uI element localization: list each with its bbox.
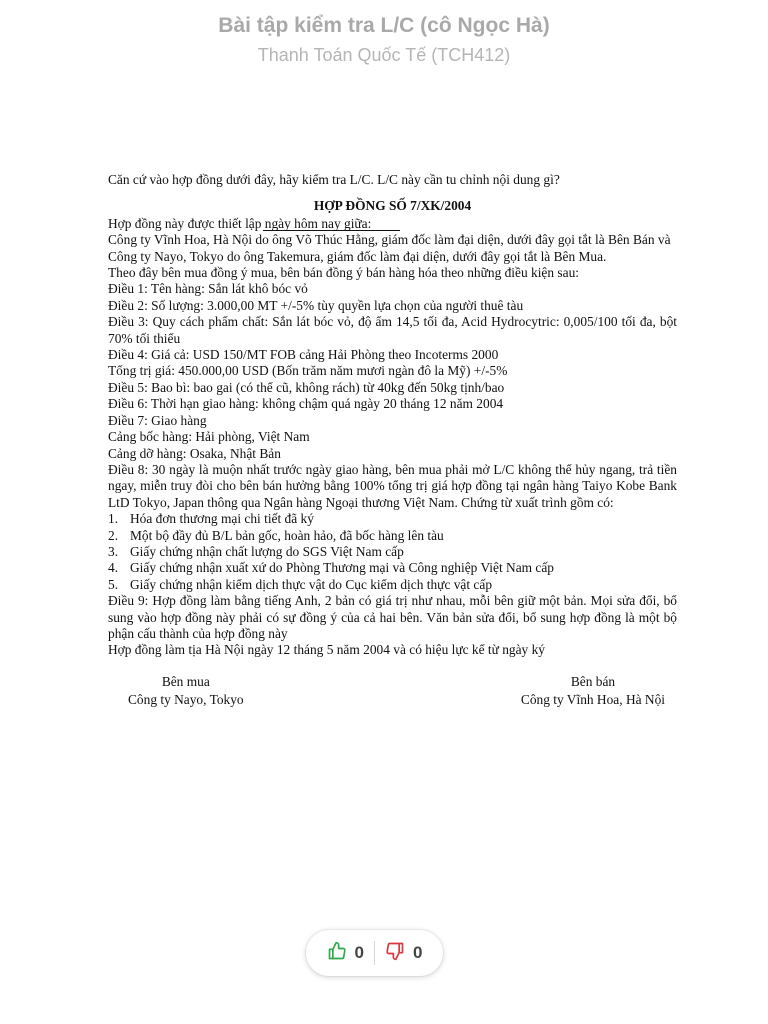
contract-line: Cảng bốc hàng: Hải phòng, Việt Nam — [108, 429, 310, 445]
intro-text: Hợp đồng này được thiết lập ngày hôm nay giữa: — [108, 216, 371, 231]
list-item-number: 4. — [108, 560, 119, 576]
like-count: 0 — [354, 943, 364, 962]
list-item — [108, 560, 677, 576]
contract-line: Công ty Vĩnh Hoa, Hà Nội do ông Võ Thúc Hằng, giám đốc làm đại diện, dưới đây gọi tắt là Bên Bán và — [108, 232, 671, 248]
page-header — [0, 12, 768, 68]
list-item-text: Một bộ đầy đủ B/L bản gốc, hoàn hảo, đã bốc hàng lên tàu — [130, 527, 444, 543]
contract-line: Cảng dỡ hàng: Osaka, Nhật Bản — [108, 445, 281, 461]
seller-signature — [521, 674, 665, 709]
list-item-text: Giấy chứng nhận chất lượng do SGS Việt Nam cấp — [130, 543, 404, 559]
contract-line: Theo đây bên mua đồng ý mua, bên bán đồng ý bán hàng hóa theo những điều kiện sau: — [108, 265, 579, 281]
list-item-text: Hóa đơn thương mại chi tiết đã ký — [130, 511, 314, 527]
question-text: Căn cứ vào hợp đồng dưới đây, hãy kiểm tra L/C. L/C này cần tu chỉnh nội dung gì? — [108, 172, 560, 187]
contract-line: Điều 2: Số lượng: 3.000,00 MT +/-5% tùy quyền lựa chọn của người thuê tàu — [108, 297, 524, 313]
list-item — [108, 577, 677, 593]
required-documents-list — [108, 511, 677, 593]
contract-intro — [108, 216, 677, 232]
thumbs-up-icon — [327, 941, 347, 966]
vote-bar — [306, 930, 443, 976]
buyer-signature — [128, 674, 244, 709]
list-item-number: 1. — [108, 511, 119, 527]
seller-name: Công ty Vĩnh Hoa, Hà Nội — [520, 692, 665, 708]
list-item-number: 3. — [108, 543, 119, 559]
signature-block — [108, 674, 677, 709]
dislike-count: 0 — [413, 943, 423, 962]
list-item-number: 2. — [108, 527, 119, 543]
page-title: Bài tập kiểm tra L/C (cô Ngọc Hà) — [218, 14, 550, 37]
contract-line: Điều 4: Giá cả: USD 150/MT FOB cảng Hải Phòng theo Incoterms 2000 — [108, 347, 499, 363]
course-subtitle: Thanh Toán Quốc Tế (TCH412) — [257, 45, 511, 65]
dislike-button[interactable] — [375, 941, 432, 966]
seller-role: Bên bán — [570, 673, 616, 689]
list-item — [108, 544, 677, 560]
list-item — [108, 528, 677, 544]
contract-line: Hợp đồng làm tịa Hà Nội ngày 12 tháng 5 năm 2004 và có hiệu lực kể từ ngày ký — [108, 642, 545, 658]
list-item-text: Giấy chứng nhận kiểm dịch thực vật do Cục kiểm dịch thực vật cấp — [130, 576, 493, 592]
like-button[interactable] — [317, 941, 374, 966]
contract-clauses — [108, 232, 677, 511]
contract-line: Tổng trị giá: 450.000,00 USD (Bốn trăm năm mươi ngàn đô la Mỹ) +/-5% — [108, 363, 508, 379]
contract-line: Điều 3: Quy cách phẩm chất: Sắn lát bóc vỏ, độ ẩm 14,5 tối đa, Acid Hydrocytric: 0,005/100 tối đa, bột 70% tối thiểu — [108, 314, 677, 346]
contract-line: Điều 8: 30 ngày là muộn nhất trước ngày giao hàng, bên mua phải mở L/C không thể hủy ngang, trả tiền ngay, miễn truy đòi cho bên bán hưởng bằng 100% tổng trị giá hợp đồng tại ngân hàng Taiyo Kobe Bank LtD Tokyo, Japan thông qua Ngân hàng Ngoại thương Việt Nam. Chứng từ xuất trình gồm có: — [108, 461, 677, 510]
document-body — [108, 172, 677, 709]
thumbs-down-icon — [385, 941, 405, 966]
contract-line: Điều 6: Thời hạn giao hàng: không chậm quá ngày 20 tháng 12 năm 2004 — [108, 396, 504, 412]
buyer-name: Công ty Nayo, Tokyo — [128, 692, 244, 708]
contract-line: Điều 5: Bao bì: bao gai (có thể cũ, không rách) từ 40kg đến 50kg tịnh/bao — [108, 379, 505, 395]
buyer-role: Bên mua — [161, 673, 210, 689]
contract-title: HỢP ĐỒNG SỐ 7/XK/2004 — [313, 198, 472, 214]
intro-underline — [263, 230, 400, 231]
list-item — [108, 511, 677, 527]
contract-final-clauses — [108, 593, 677, 659]
contract-line: Công ty Nayo, Tokyo do ông Takemura, giám đốc làm đại diện, dưới đây gọi tắt là Bên Mua. — [108, 248, 607, 264]
contract-line: Điều 9: Hợp đồng làm bằng tiếng Anh, 2 bản có giá trị như nhau, mỗi bên giữ một bản. Mọi sửa đổi, bổ sung vào hợp đồng này phải có sự đồng ý của cả hai bên. Văn bản sửa đổi, bổ sung hợp đồng là một bộ phận cấu thành của hợp đồng này — [108, 593, 677, 641]
list-item-number: 5. — [108, 576, 119, 592]
contract-line: Điều 7: Giao hàng — [108, 412, 207, 428]
contract-line: Điều 1: Tên hàng: Sắn lát khô bóc vỏ — [108, 281, 308, 297]
list-item-text: Giấy chứng nhận xuất xứ do Phòng Thương mại và Công nghiệp Việt Nam cấp — [130, 560, 555, 576]
